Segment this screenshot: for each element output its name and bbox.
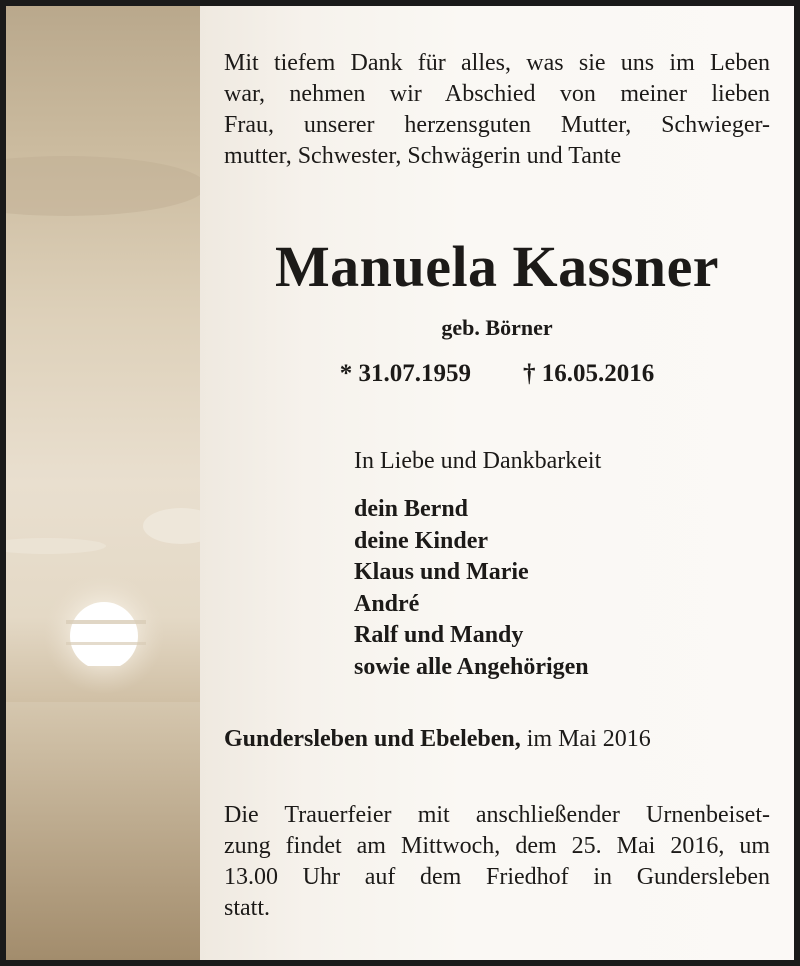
service-line: Die Trauerfeier mit anschließender Urnenbeiset- xyxy=(224,802,770,828)
cloud-band xyxy=(6,156,200,216)
intro-paragraph xyxy=(224,48,770,172)
family-member: André xyxy=(354,590,420,617)
birth-date: * 31.07.1959 xyxy=(339,360,471,387)
place-date-line xyxy=(224,726,651,753)
service-line: statt. xyxy=(224,895,270,921)
service-line: zung findet am Mittwoch, dem 25. Mai 2016, um xyxy=(224,833,770,859)
birth-name: geb. Börner xyxy=(441,315,553,340)
family-member: Klaus und Marie xyxy=(354,559,529,585)
sea xyxy=(6,702,200,960)
family-member: sowie alle Angehörigen xyxy=(354,653,589,680)
intro-line: war, nehmen wir Abschied von meiner lieben xyxy=(224,81,770,107)
intro-line: Frau, unserer herzensguten Mutter, Schwieger- xyxy=(224,112,770,138)
sun-streak xyxy=(66,620,146,624)
place-date: im Mai 2016 xyxy=(526,726,651,752)
sun-streak xyxy=(66,642,146,645)
service-paragraph xyxy=(224,800,770,924)
family-member: Ralf und Mandy xyxy=(354,622,524,648)
sun xyxy=(70,602,138,670)
family-member: dein Bernd xyxy=(354,496,469,522)
service-line: 13.00 Uhr auf dem Friedhof in Gundersleben xyxy=(224,864,770,890)
family-list xyxy=(354,494,589,683)
death-date: † 16.05.2016 xyxy=(523,360,655,387)
cloud xyxy=(143,508,200,544)
intro-line: Mit tiefem Dank für alles, was sie uns im Leben xyxy=(224,50,770,76)
sunset-illustration xyxy=(6,6,200,960)
love-line: In Liebe und Dankbarkeit xyxy=(354,448,602,474)
cloud xyxy=(6,538,106,554)
family-member: deine Kinder xyxy=(354,527,489,554)
intro-line: mutter, Schwester, Schwägerin und Tante xyxy=(224,143,622,169)
sunset-photo xyxy=(6,6,200,960)
life-dates xyxy=(200,360,794,388)
obituary-text-panel xyxy=(200,6,794,960)
deceased-name: Manuela Kassner xyxy=(274,234,720,299)
place-towns: Gundersleben und Ebeleben, xyxy=(224,726,521,752)
